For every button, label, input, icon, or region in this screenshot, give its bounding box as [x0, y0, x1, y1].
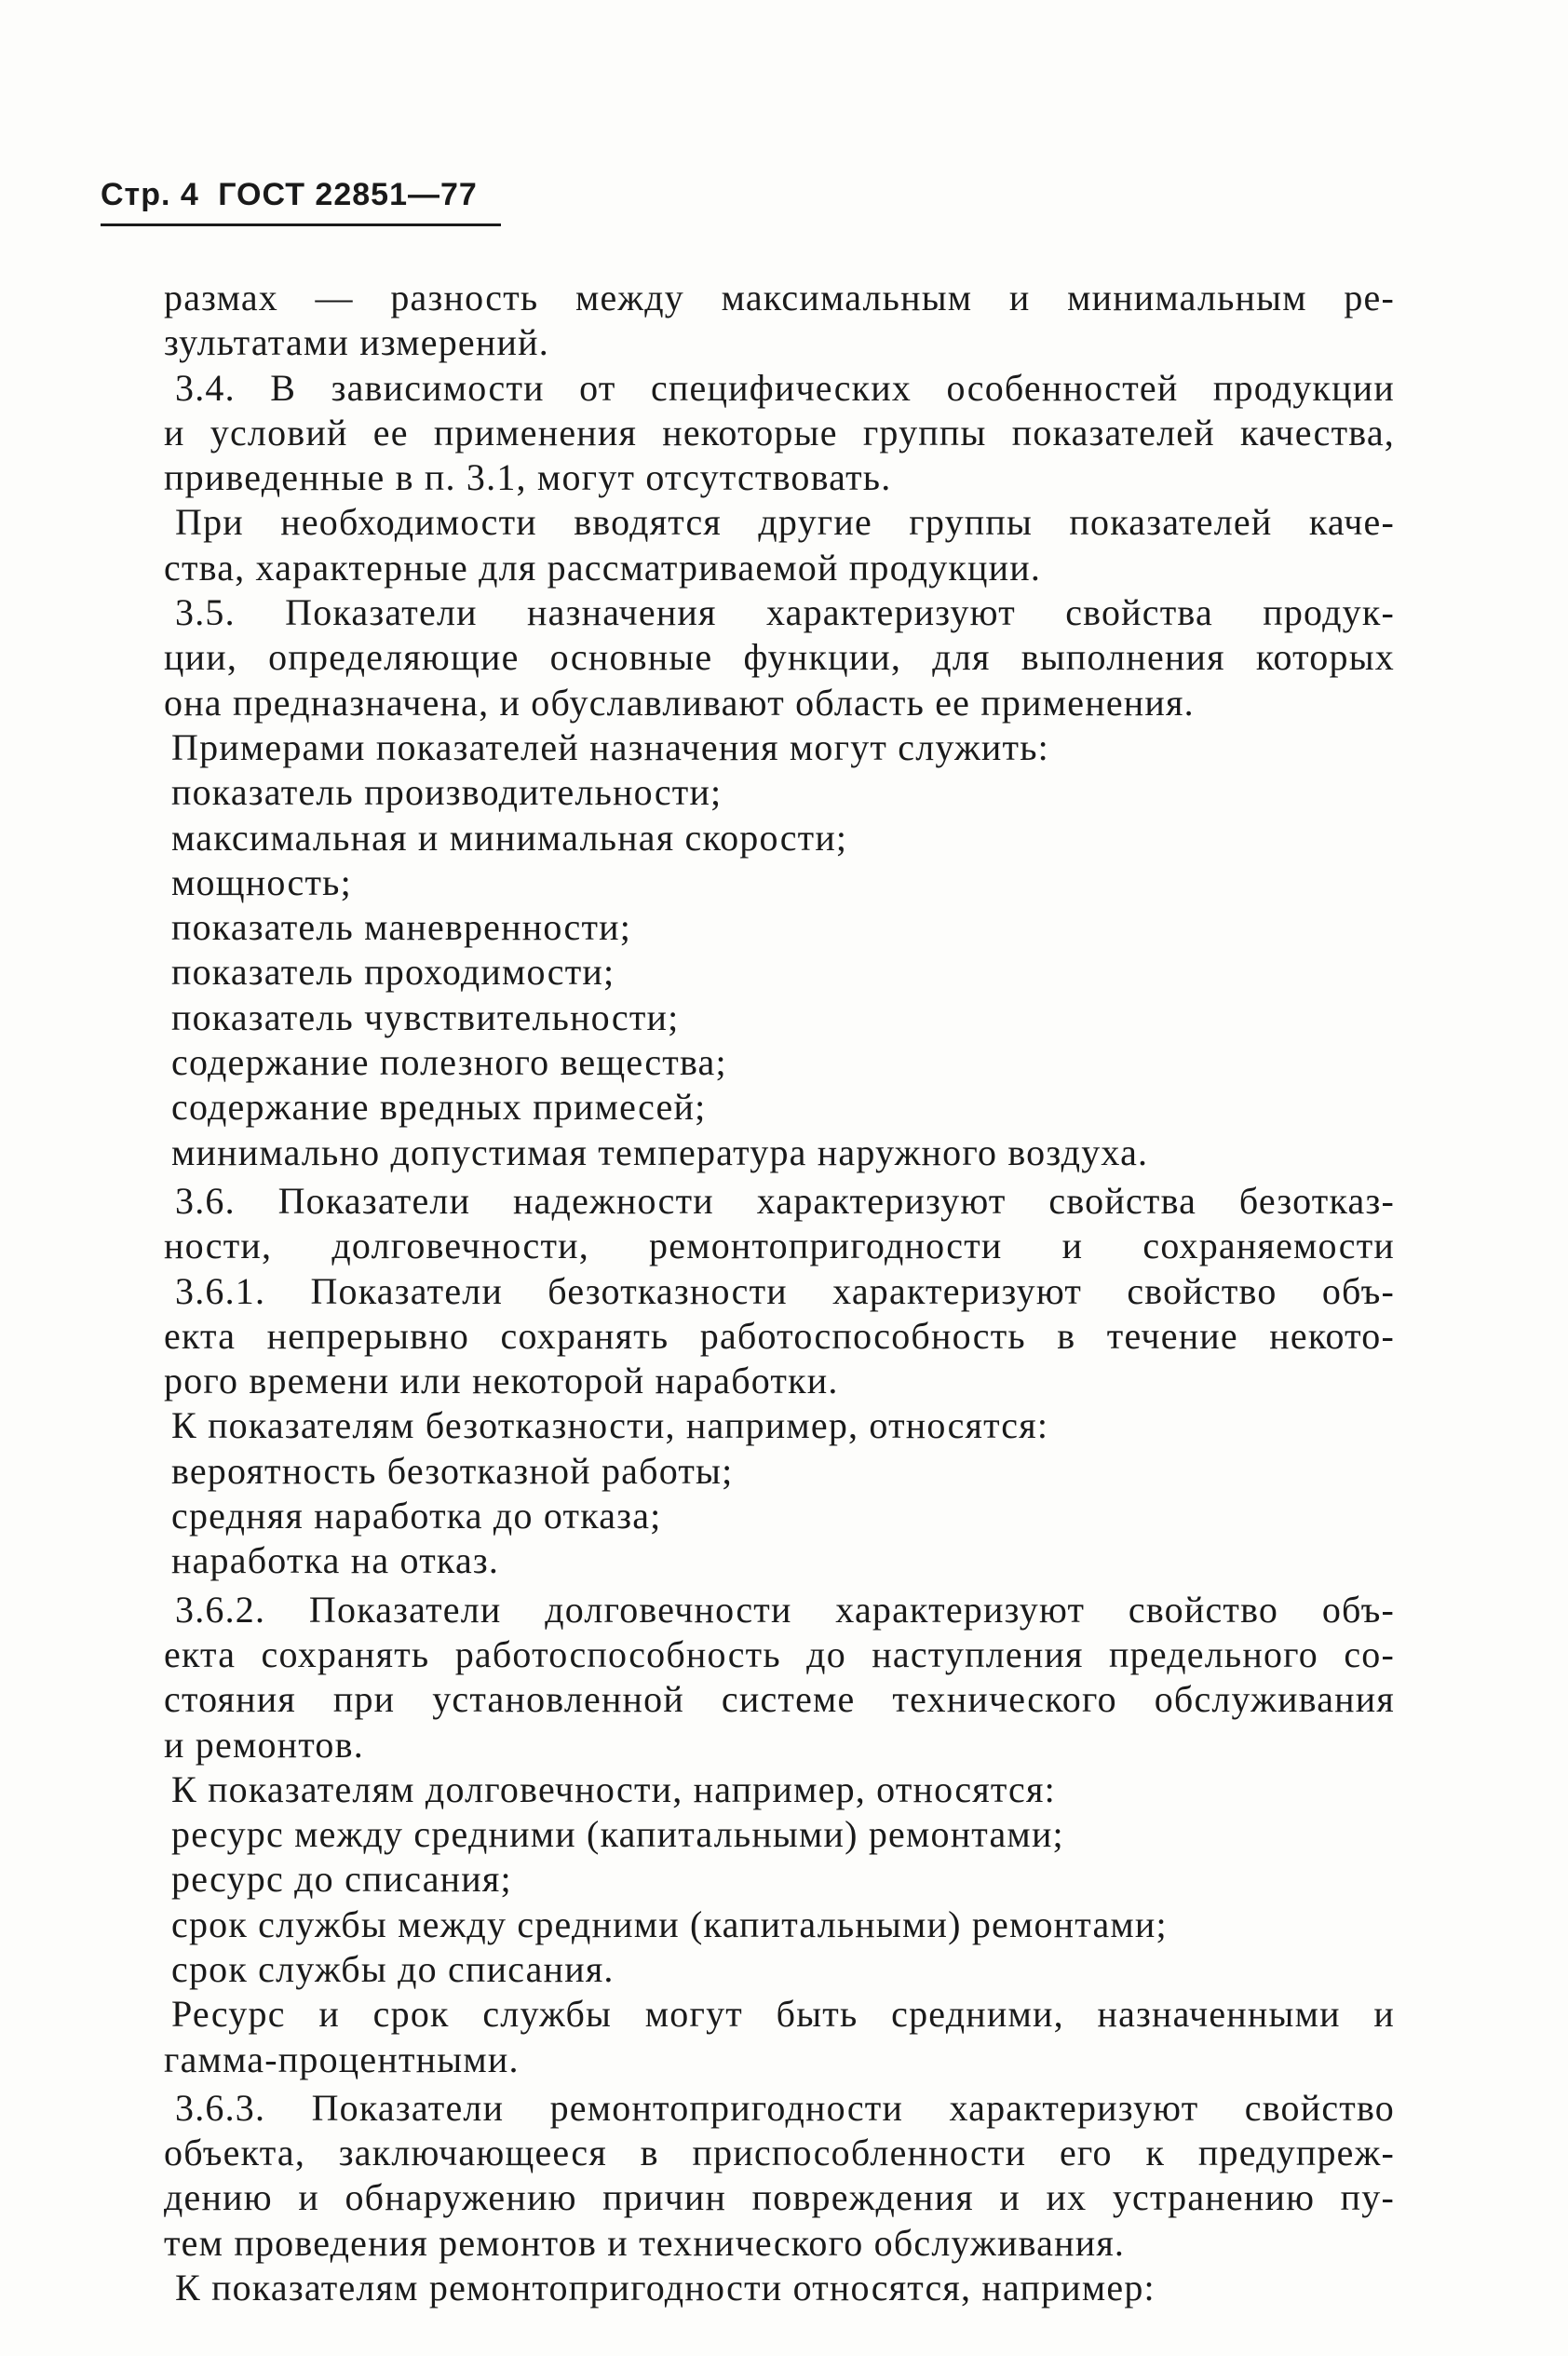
header-rule [101, 223, 501, 226]
text-line: 3.6.1. Показатели безотказности характеризуют свойство объ- [175, 1269, 1395, 1312]
text-line: ресурс до списания; [171, 1858, 512, 1901]
text-line: наработка на отказ. [171, 1539, 500, 1582]
text-line: и ремонтов. [164, 1723, 364, 1766]
page-number: Стр. 4 [101, 177, 199, 212]
text-line: средняя наработка до отказа; [171, 1495, 662, 1537]
text-line: 3.6.3. Показатели ремонтопригодности характеризуют свойство [175, 2086, 1395, 2129]
text-line: ресурс между средними (капитальными) ремонтами; [171, 1813, 1064, 1856]
document-body [164, 276, 1395, 2310]
text-line: ности, долговечности, ремонтопригодности и сохраняемости [164, 1225, 1395, 1267]
text-line: максимальная и минимальная скорости; [171, 816, 848, 859]
text-line: тем проведения ремонтов и технического обслуживания. [164, 2221, 1126, 2264]
text-line: Ресурс и срок службы могут быть средними, назначенными и [171, 1993, 1395, 2036]
text-line: показатель производительности; [171, 771, 723, 814]
text-line: и условий ее применения некоторые группы показателей качества, [164, 411, 1395, 454]
text-line: показатель проходимости; [171, 951, 615, 994]
text-line: содержание полезного вещества; [171, 1041, 727, 1084]
text-line: вероятность безотказной работы; [171, 1449, 734, 1492]
text-line: зультатами измерений. [164, 321, 549, 364]
text-line: 3.5. Показатели назначения характеризуют свойства продук- [175, 591, 1395, 634]
text-line: срок службы до списания. [171, 1947, 615, 1990]
text-line: показатель маневренности; [171, 906, 632, 949]
text-line: Примерами показателей назначения могут служить: [171, 725, 1049, 768]
text-line: приведенные в п. 3.1, могут отсутствовать. [164, 456, 892, 499]
text-line: 3.4. В зависимости от специфических особенностей продукции [175, 366, 1395, 409]
standard-number: ГОСТ 22851—77 [218, 177, 478, 212]
text-line: При необходимости вводятся другие группы показателей каче- [175, 501, 1395, 544]
text-line: К показателям ремонтопригодности относятся, например: [175, 2267, 1156, 2309]
text-line: гамма-процентными. [164, 2038, 520, 2080]
text-line: мощность; [171, 860, 352, 903]
text-line: дению и обнаружению причин повреждения и их устранению пу- [164, 2176, 1395, 2219]
text-line: рого времени или некоторой наработки. [164, 1360, 839, 1402]
text-line: минимально допустимая температура наружного воздуха. [171, 1131, 1149, 1173]
text-line: она предназначена, и обуславливают область ее применения. [164, 681, 1195, 724]
text-line: показатель чувствительности; [171, 995, 680, 1038]
text-line: ства, характерные для рассматриваемой продукции. [164, 546, 1042, 589]
text-line: ции, определяющие основные функции, для выполнения которых [164, 636, 1395, 679]
text-line: К показателям безотказности, например, относятся: [171, 1404, 1049, 1447]
page-header [101, 177, 478, 213]
text-line: стояния при установленной системе технического обслуживания [164, 1678, 1395, 1721]
text-line: К показателям долговечности, например, относятся: [171, 1767, 1056, 1810]
text-line: 3.6.2. Показатели долговечности характеризуют свойство объ- [175, 1588, 1395, 1631]
text-line: объекта, заключающееся в приспособленности его к предупреж- [164, 2132, 1395, 2174]
text-line: 3.6. Показатели надежности характеризуют свойства безотказ- [175, 1179, 1395, 1222]
text-line: содержание вредных примесей; [171, 1086, 707, 1129]
text-line: срок службы между средними (капитальными) ремонтами; [171, 1902, 1168, 1945]
text-line: екта сохранять работоспособность до наступления предельного со- [164, 1632, 1395, 1675]
text-line: екта непрерывно сохранять работоспособность в течение некото- [164, 1314, 1395, 1357]
text-line: размах — разность между максимальным и минимальным ре- [164, 277, 1395, 318]
